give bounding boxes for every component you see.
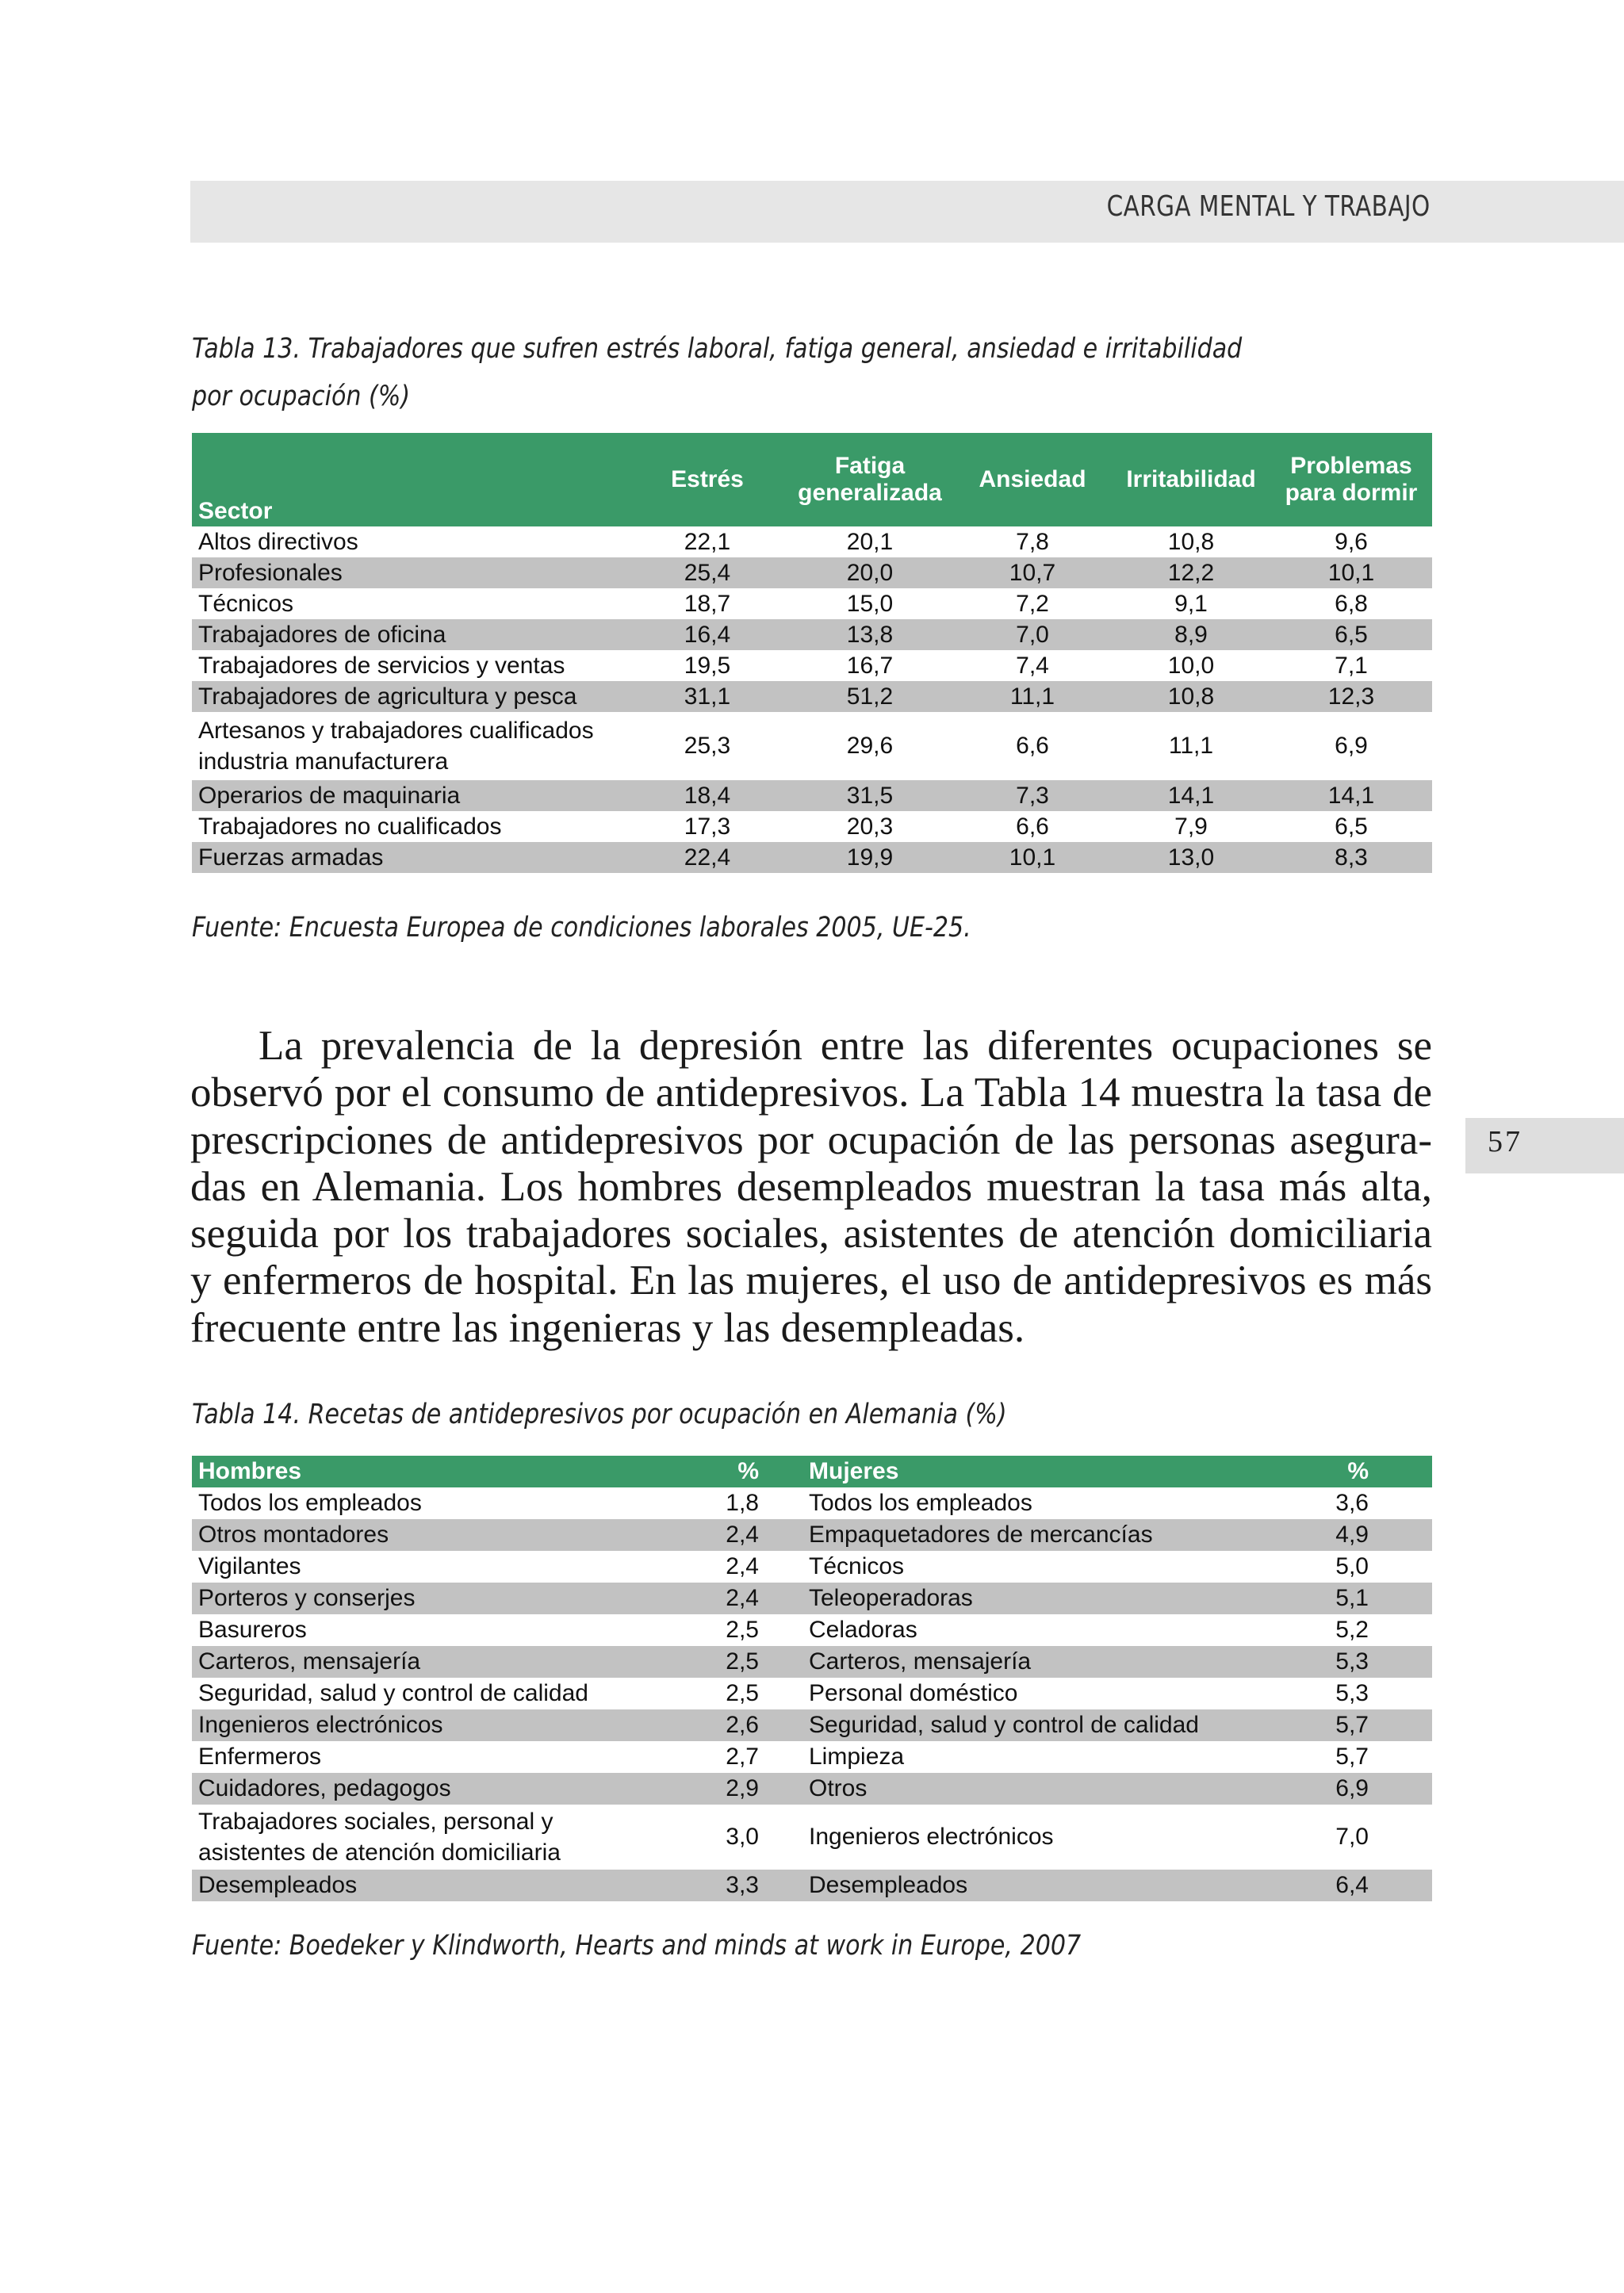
col-pct-hombres: % [652,1456,802,1487]
table-row: Vigilantes 2,4 Técnicos 5,0 [198,1553,1369,1579]
table13-caption: Tabla 13. Trabajadores que sufren estrés laboral, fatiga general, ansiedad e irritabilidad por ocupación (%) [192,333,1243,412]
table-row: Cuidadores, pedagogos 2,9 Otros 6,9 [192,1773,1432,1805]
table13-source: Fuente: Encuesta Europea de condiciones laborales 2005, UE-25. [192,912,971,944]
col-irritabilidad: Irritabilidad [1112,433,1270,526]
col-fatiga: Fatiga generalizada [787,433,953,526]
table13-header-row [192,433,1432,526]
page-number: 57 [1488,1125,1522,1158]
table-row: Carteros, mensajería 2,5 Carteros, mensajería 5,3 [192,1646,1432,1678]
table-row: Técnicos 18,7 15,0 7,2 9,1 6,8 [198,590,1368,617]
col-estres: Estrés [628,433,787,526]
table-row: Otros montadores 2,4 Empaquetadores de mercancías 4,9 [192,1519,1432,1551]
table14-header-row [192,1456,1432,1487]
table-row: Todos los empleados 1,8 Todos los empleados 3,6 [198,1490,1369,1516]
table-row: Trabajadores de servicios y ventas 19,5 16,7 7,4 10,0 7,1 [198,652,1368,679]
table-row: Altos directivos 22,1 20,1 7,8 10,8 9,6 [198,528,1368,555]
col-ansiedad: Ansiedad [953,433,1112,526]
table-row: Artesanos y trabajadores cualificados industria manufacturera 25,3 29,6 6,6 11,1 6,9 [198,718,1368,775]
col-problemas-dormir: Problemas para dormir [1270,433,1432,526]
table-row: Ingenieros electrónicos 2,6 Seguridad, salud y control de calidad 5,7 [192,1709,1432,1741]
table14-source: Fuente: Boedeker y Klindworth, Hearts and minds at work in Europe, 2007 [192,1930,1082,1962]
col-mujeres: Mujeres [802,1456,1278,1487]
table-row: Seguridad, salud y control de calidad 2,5 Personal doméstico 5,3 [198,1680,1369,1706]
col-sector: Sector [192,433,628,526]
table-row: Profesionales 25,4 20,0 10,7 12,2 10,1 [192,557,1432,588]
table-row: Porteros y conserjes 2,4 Teleoperadoras 5,1 [192,1583,1432,1614]
table-row: Trabajadores de agricultura y pesca 31,1 51,2 11,1 10,8 12,3 [192,681,1432,712]
table-row: Operarios de maquinaria 18,4 31,5 7,3 14,1 14,1 [192,780,1432,811]
table14 [192,1456,1432,1901]
col-hombres: Hombres [192,1456,652,1487]
running-head: CARGA MENTAL Y TRABAJO [1106,190,1431,223]
table-row: Desempleados 3,3 Desempleados 6,4 [192,1870,1432,1901]
table14-caption: Tabla 14. Recetas de antidepresivos por ocupación en Alemania (%) [192,1399,1007,1430]
table-row: Fuerzas armadas 22,4 19,9 10,1 13,0 8,3 [192,842,1432,873]
table13 [192,433,1432,873]
table-row: Trabajadores sociales, personal y asistentes de atención domiciliaria 3,0 Ingenieros electrónicos 7,0 [198,1809,1369,1866]
table-row: Trabajadores de oficina 16,4 13,8 7,0 8,9 6,5 [192,619,1432,650]
table-row: Basureros 2,5 Celadoras 5,2 [198,1617,1369,1643]
col-pct-mujeres: % [1278,1456,1432,1487]
body-paragraph: La prevalencia de la depresión entre las diferentes ocupaciones se observó por el consumo de antidepresivos. La Tabla 14 muestra la tasa de prescripciones de antidepresivos por ocupación de las personas aseguradas en Alemania. Los hombres desempleados muestran la tasa más alta, seguida por los trabajadores sociales, asistentes de atención domiciliaria y enfermeros de hospital. En las mujeres, el uso de antidepresivos es más frecuente entre las ingenieras y las desempleadas. [190,1023,1432,1351]
table-row: Trabajadores no cualificados 17,3 20,3 6,6 7,9 6,5 [198,813,1368,840]
table-row: Enfermeros 2,7 Limpieza 5,7 [198,1744,1369,1770]
